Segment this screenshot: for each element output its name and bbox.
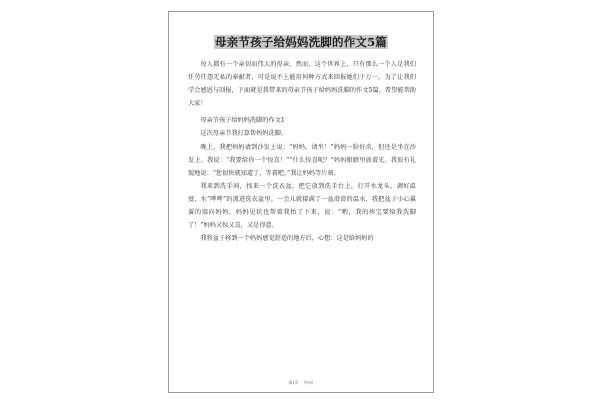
document-page — [168, 11, 434, 393]
intro-paragraph: 每人都有一个亲切而伟大的母亲，然而，这个世界上，只有那么一个人是我们任劳任怨无私的奉献者，可是说不上能用何种方式来回报她们于万一。为了让我们学会感恩与回报，下面就是我带来的母亲节孩子给妈妈洗脚的作文5篇，希望能帮助大家！ — [188, 61, 416, 108]
page-total: 共9页 — [303, 380, 314, 385]
document-title-text: 母亲节孩子给妈妈洗脚的作文5篇 — [215, 35, 387, 49]
body-paragraph: 我将盆子移到一个妈妈感觉舒适的地方后，心想：这是给妈妈的 — [200, 235, 374, 243]
body-paragraph: 我来到洗手间，找来一个洗衣盆，把它放到洗手台上，打开水龙头，调好温度，水“哗哗”的流进洗衣盆里。一会儿就接满了一盆滑滑的温水，我把盆子小心翼翼的端向妈妈，妈妈见状也帮着我抬了下来，说：“哟，我的珍宝要给我洗脚了！”妈妈又惊又喜，又是得意。 — [188, 182, 416, 230]
document-title — [169, 34, 433, 50]
document-body — [188, 58, 416, 245]
body-paragraph: 这次母亲节我打算帮妈妈洗脚。 — [200, 130, 288, 138]
essay-heading: 母亲节孩子给妈妈洗脚的作文1 — [200, 117, 285, 125]
page-footer — [169, 380, 433, 386]
body-paragraph: 晚上，我把妈妈请到沙发上说：“妈妈，请坐！”妈妈一脸好奇，但还是坐在沙发上。我说：“我要给你一个惊喜！”“什么惊喜呢？”妈妈眼睛里放着光。我很有礼貌地说：“您很快就知道了，等着吧。”我让妈妈等片刻。 — [188, 143, 416, 177]
page-number: 第1页 — [288, 380, 299, 385]
